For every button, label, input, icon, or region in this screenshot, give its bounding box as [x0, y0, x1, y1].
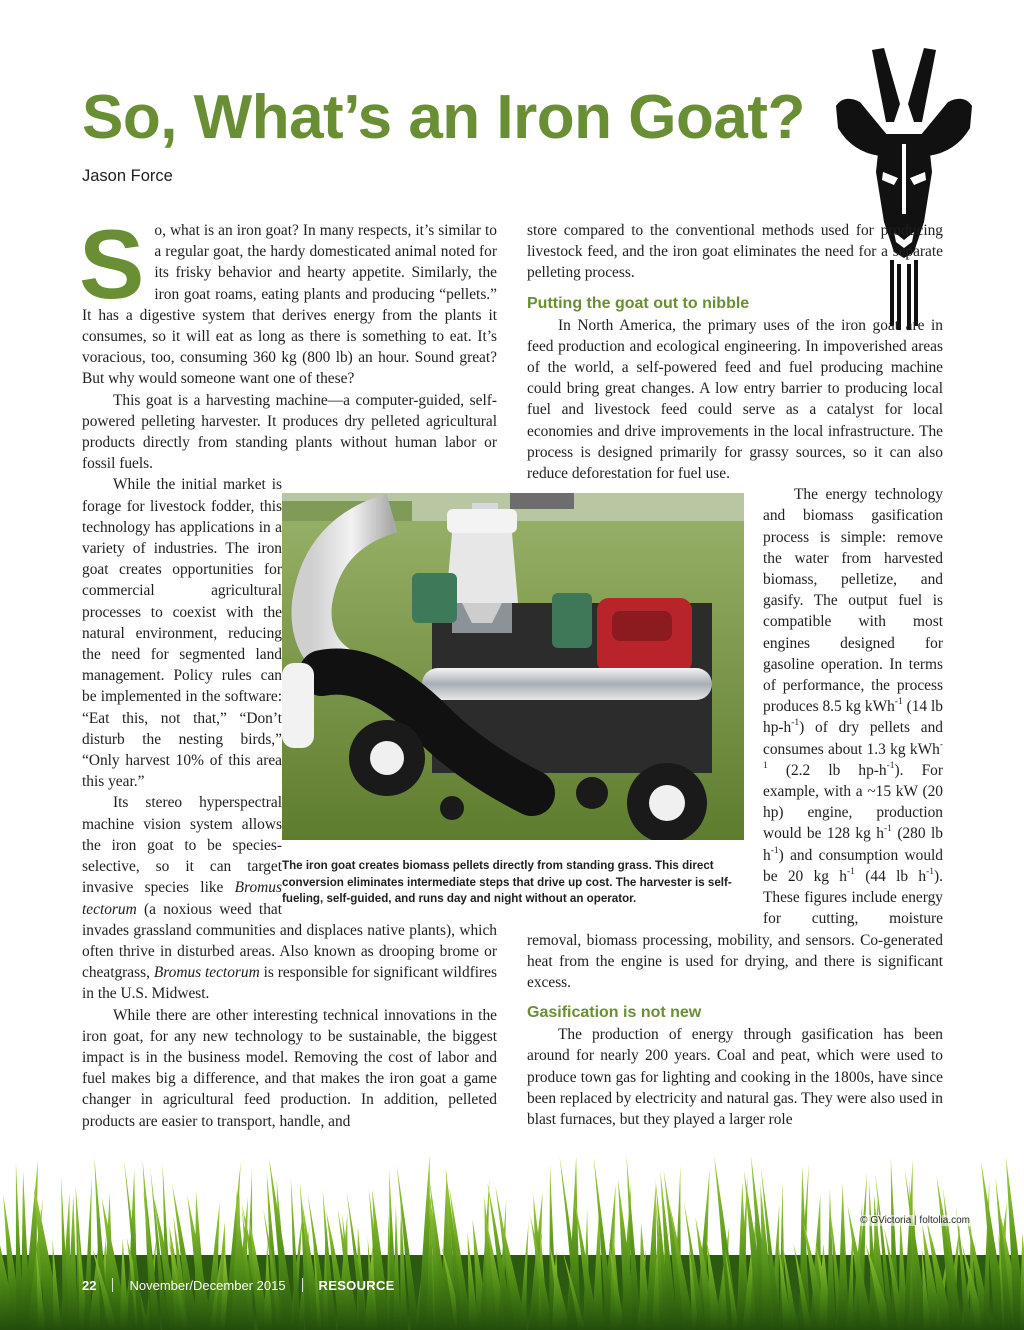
issue-date: November/December 2015 [129, 1278, 286, 1293]
grass-decoration [0, 1145, 1024, 1330]
footer-divider [302, 1278, 303, 1292]
section-heading: Putting the goat out to nibble [527, 294, 750, 312]
image-credit: © GVictoria | foltolia.com [860, 1215, 970, 1226]
page-number: 22 [82, 1278, 97, 1293]
grass-blade [84, 1177, 92, 1330]
magazine-name: RESOURCE [318, 1278, 395, 1293]
paragraph: In North America, the primary uses of the iron goat are in feed production and ecological engineering. In impoverished areas of the world, a self-powered feed and fuel producing machine could bring great changes. A low entry barrier to producing local fuel and livestock feed could serve as a catalyst for local economies and drive improvements in the local infrastructure. The process is designed primarily for grassy sources, so it can also reduce deforestation for fuel use. [527, 316, 943, 483]
paragraph: The energy technology and biomass gasification process is simple: remove the water from harvested biomass, pelletize, and gasify. The output fuel is compatible with most engines designed for gasoline operation. In terms of performance, the process produces 8.5 kg kWh$^{-1}$ (14 lb $hp-h^{-1}$) of dry pellets and consumes about 1.3 kg kWh$^{-1}$ (2.2 lb $hp-h^{-1}$). For example, with a ~15 kW (20 hp) engine, production would be 128 kg $h^{-1}$ (280 lb $h^{-1}$) and consumption would be 20 kg $h^{-1}$ (44 lb $h^{-1}$). These figures include energy for cutting, moisture removal, biomass processing, mobility, and sensors. Co-generated heat from the engine is used for drying, and there is significant excess. [527, 486, 944, 991]
drop-cap: S [79, 209, 145, 319]
paragraph: The production of energy through gasification has been around for nearly 200 years. Coal and peat, which were used to produce town gas for lighting and cooking in the 1800s, have since been replaced by electricity and natural gas. They were also used in blast furnaces, but they played a larger role [527, 1026, 943, 1128]
article-title: So, What’s an Iron Goat? [82, 83, 805, 152]
paragraph: Its stereo hyperspectral machine vision system allows the iron goat to be species-selective, so it can target invasive species like Bromus tectorum (a noxious weed that invades grassland communities and displaces native plants), which often thrive in disturbed areas. Also known as drooping brome or cheatgrass, Bromus tectorum is responsible for significant wildfires in the U.S. Midwest. [82, 794, 497, 1003]
section-heading: Gasification is not new [527, 1004, 702, 1022]
paragraph-intro: So, what is an iron goat? In many respects, it’s similar to a regular goat, the hardy domesticated animal noted for its frisky behavior and hearty appetite. Similarly, the iron goat roams, eating plants and producing “pellets.” It has a digestive system that derives energy from the plants it consumes, so it will eat as long as there is something to eat. It’s voracious, too, consuming 360 kg (800 lb) an hour. Sound great? But why would someone want one of these? [79, 209, 497, 388]
author-name: Jason Force [82, 167, 173, 185]
page-footer [82, 1278, 395, 1298]
figure-caption: The iron goat creates biomass pellets directly from standing grass. This direct conversion eliminates intermediate steps that drive up cost. The harvester is self-fueling, self-guided, and runs day and night without an operator. [282, 859, 732, 905]
footer-divider [112, 1278, 113, 1292]
paragraph: store compared to the conventional methods used for producing livestock feed, and the iron goat eliminates the need for a separate pelleting process. [527, 222, 943, 282]
paragraph: While there are other interesting technical innovations in the iron goat, for any new technology to be sustainable, the biggest impact is in the business model. Removing the cost of labor and fuel makes big a difference, and that makes the iron goat a game changer in agricultural feed production. In addition, pelleted products are easier to transport, handle, and [82, 1006, 497, 1130]
paragraph: This goat is a harvesting machine—a computer-guided, self-powered pelleting harvester. It produces dry pelleted agricultural products directly from standing plants without human labor or fossil fuels. [82, 391, 497, 473]
iron-goat-photo [282, 493, 744, 840]
paragraph: While the initial market is forage for livestock fodder, this technology has applications in a variety of industries. The iron goat creates opportunities for commercial agricultural processes to coexist with the natural environment, reducing the need for segmented land management. Policy rules can be implemented in the software: “Eat this, not that,” “Don’t disturb the nesting birds,” “Only harvest 10% of this area this year.” [82, 476, 282, 791]
